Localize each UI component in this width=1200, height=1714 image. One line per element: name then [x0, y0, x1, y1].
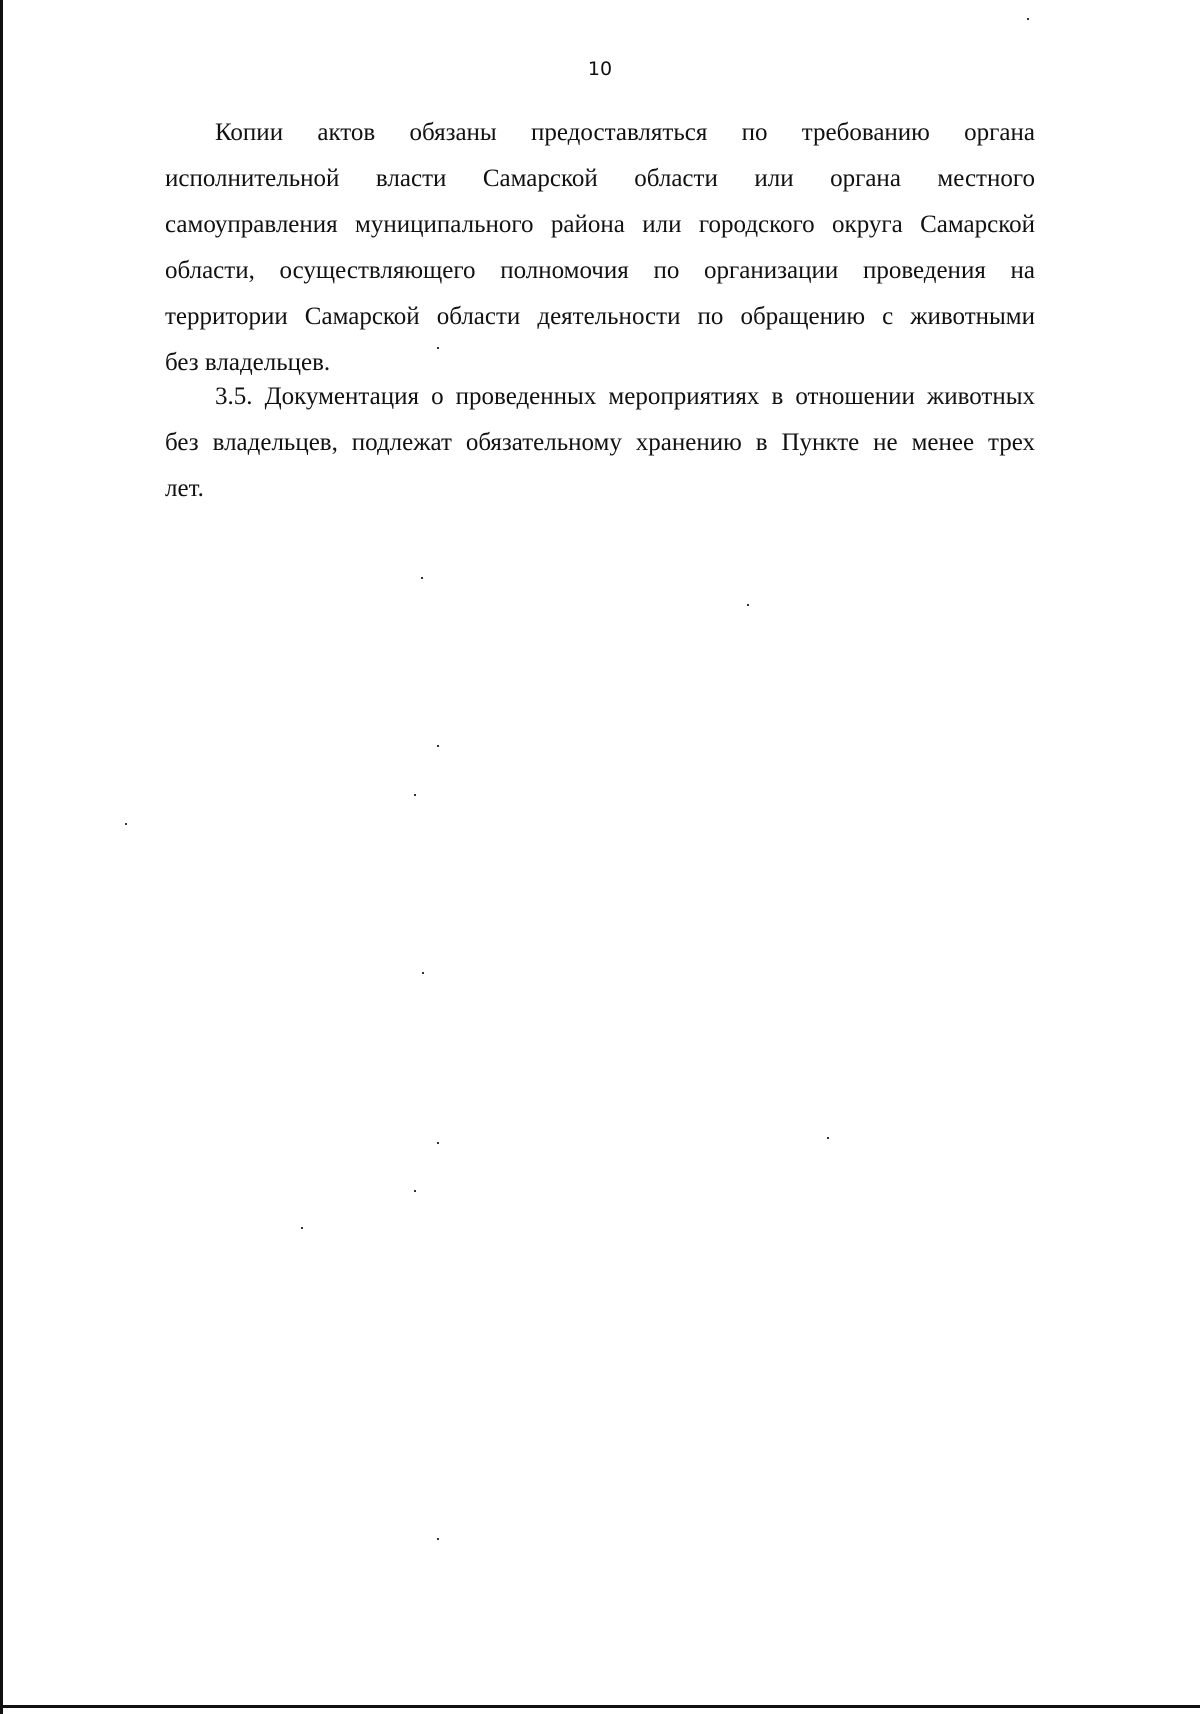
scan-speck — [125, 823, 127, 825]
scan-speck — [414, 794, 416, 796]
scan-left-border — [0, 0, 3, 1714]
scan-speck — [437, 1538, 439, 1540]
text-line: самоуправления муниципального района или городского округа Самарской — [165, 211, 1035, 238]
scan-speck — [421, 577, 423, 579]
scan-speck — [301, 1227, 303, 1229]
scan-speck — [827, 1137, 829, 1139]
text-line: 3.5. Документация о проведенных мероприятиях в отношении животных — [215, 383, 1035, 410]
scan-speck — [422, 972, 424, 974]
scan-speck — [437, 745, 439, 747]
paragraph-3-5-documentation — [165, 374, 1035, 512]
text-line: без владельцев, подлежат обязательному хранению в Пункте не менее трех — [165, 429, 1035, 456]
scan-bottom-border — [0, 1705, 1200, 1708]
scan-speck — [437, 347, 439, 349]
text-line: лет. — [165, 475, 204, 502]
text-line: без владельцев. — [165, 349, 331, 376]
text-line: области, осуществляющего полномочия по организации проведения на — [165, 257, 1035, 284]
text-line: исполнительной власти Самарской области или органа местного — [165, 165, 1035, 192]
text-line: территории Самарской области деятельности по обращению с животными — [165, 303, 1035, 330]
scan-speck — [437, 1142, 439, 1144]
scan-speck — [1027, 18, 1029, 20]
scan-speck — [414, 1190, 416, 1192]
scan-speck — [747, 604, 749, 606]
paragraph-copies-of-acts — [165, 110, 1035, 386]
text-line: Копии актов обязаны предоставляться по требованию органа — [215, 119, 1035, 146]
page-number: 10 — [587, 58, 613, 80]
